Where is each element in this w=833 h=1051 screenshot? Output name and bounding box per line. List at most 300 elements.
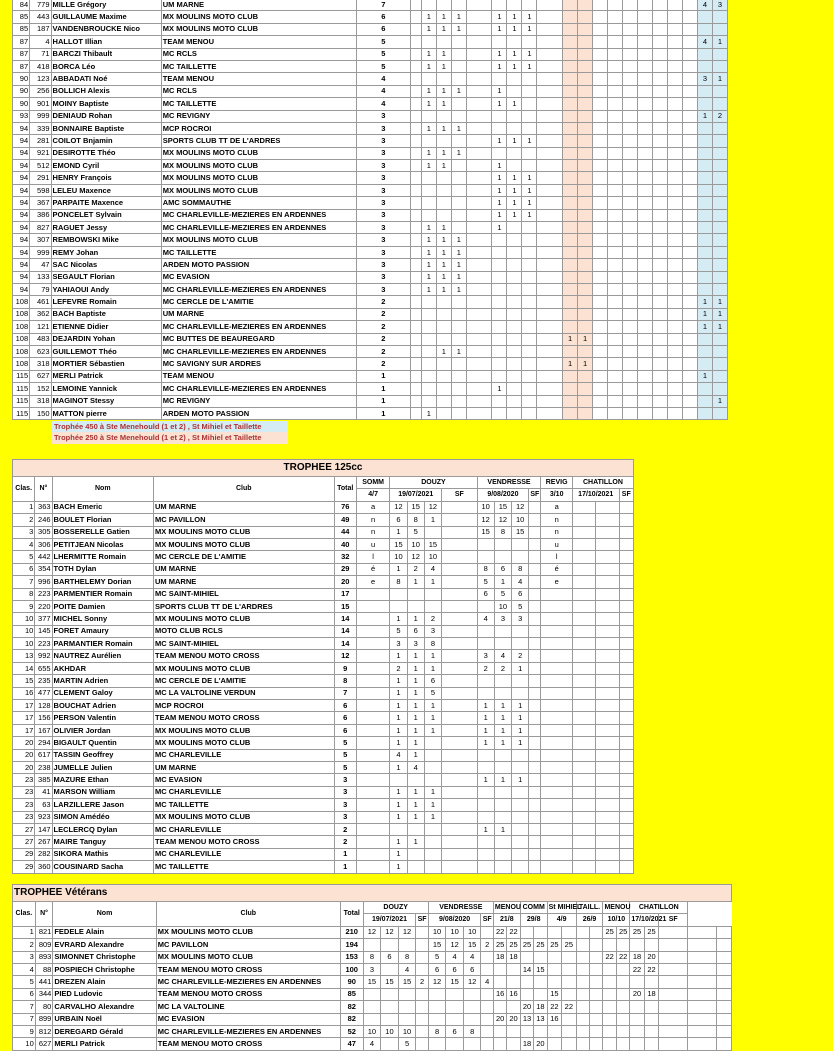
table-cell [421,296,436,308]
table-cell [492,246,507,258]
table-cell: 23 [13,799,35,811]
table-cell: 1 [451,259,466,271]
table-cell [529,823,541,835]
club-name: MX MOULINS MOTO CLUB [154,662,335,674]
table-cell [608,0,623,11]
table-cell: 1 [390,563,407,575]
table-cell [466,135,492,147]
table-cell: 87 [13,60,30,72]
table-cell: 893 [35,951,53,963]
table-cell [507,321,522,333]
table-cell [411,358,422,370]
table-cell [683,85,698,97]
col-chatillon: CHATILLON [572,477,633,489]
table-cell: 1 [356,370,411,382]
table-cell [572,538,595,550]
table-cell: 5 [356,36,411,48]
table-cell: 5 [13,551,35,563]
table-cell: 1 [421,283,436,295]
table-cell [541,836,572,848]
table-cell: 3 [512,613,529,625]
table-cell: 20 [13,737,35,749]
table-cell: 443 [30,11,51,23]
table-cell [356,650,389,662]
table-cell [619,638,633,650]
rider-name: PETITJEAN Nicolas [52,538,153,550]
table-cell: 22 [644,963,658,975]
table-cell: 1 [507,98,522,110]
rider-name: VANDENBROUCKE Nico [51,23,161,35]
table-cell [644,976,658,988]
table-cell: 1 [390,724,407,736]
table-cell [623,110,638,122]
table-cell: 133 [30,271,51,283]
table-cell: 123 [30,73,51,85]
table-cell: 282 [35,848,52,860]
table-cell: 999 [30,110,51,122]
table-cell [638,23,653,35]
table-cell: 4 [424,563,441,575]
table-cell: 1 [421,11,436,23]
table-cell: 223 [35,588,52,600]
table-row [13,551,634,563]
table-cell [541,650,572,662]
table-cell: 305 [35,526,52,538]
table-cell [653,296,668,308]
table-cell [683,48,698,60]
club-name: TEAM MENOU MOTO CROSS [154,836,335,848]
table-title-veterans: TROPHEE Vétérans [13,885,732,902]
table-cell [576,976,589,988]
table-cell: 10 [390,551,407,563]
table-cell [563,85,578,97]
table-cell [619,538,633,550]
table-cell [411,23,422,35]
table-row [13,976,732,988]
table-cell: 6 [334,700,356,712]
table-cell: 1 [697,370,712,382]
table-cell [638,60,653,72]
table-cell: 339 [30,122,51,134]
table-cell: 1 [451,147,466,159]
rider-name: BONNAIRE Baptiste [51,122,161,134]
table-cell: 1 [421,122,436,134]
table-cell [436,110,451,122]
table-cell [512,811,529,823]
table-cell: 6 [381,951,399,963]
table-cell [619,811,633,823]
table-cell: 2 [334,836,356,848]
table-cell: 2 [712,110,727,122]
table-cell [596,836,619,848]
table-cell: 3 [356,209,411,221]
rider-name: REMY Johan [51,246,161,258]
table-cell [520,926,533,938]
table-cell [623,122,638,134]
table-cell [466,333,492,345]
table-cell [668,296,683,308]
club-name: MX MOULINS MOTO CLUB [154,724,335,736]
table-cell [563,23,578,35]
table-cell: 15 [390,538,407,550]
table-cell: 17 [13,712,35,724]
table-cell: 1 [407,700,424,712]
table-cell: 1 [512,737,529,749]
table-cell [507,1001,520,1013]
table-cell [507,85,522,97]
table-cell [623,60,638,72]
table-cell [578,23,593,35]
table-cell [638,0,653,11]
table-cell [512,836,529,848]
rider-name: MAGINOT Stessy [51,395,161,407]
table-cell [572,848,595,860]
table-cell [481,951,493,963]
table-cell [563,222,578,234]
table-cell [451,370,466,382]
table-cell: 10 [13,1038,36,1050]
table-cell [416,1038,428,1050]
table-cell: 442 [35,551,52,563]
table-cell: 5 [13,976,36,988]
club-name: MC PAVILLON [154,514,335,526]
table-cell [416,963,428,975]
table-cell [717,988,732,1000]
table-cell: 44 [334,526,356,538]
rider-name: LECLERCQ Dylan [52,823,153,835]
table-cell: é [541,563,572,575]
table-cell: 16 [13,687,35,699]
table-cell: 9 [13,600,35,612]
table-cell [424,600,441,612]
table-cell: 1 [424,662,441,674]
table-cell [644,1038,658,1050]
table-cell [492,296,507,308]
table-cell [356,600,389,612]
table-cell [596,823,619,835]
table-cell: 2 [13,514,35,526]
table-cell [562,1013,576,1025]
table-cell: 1 [390,786,407,798]
table-cell [529,600,541,612]
table-cell [466,85,492,97]
table-cell [537,197,563,209]
table-cell [390,774,407,786]
table-cell [572,786,595,798]
table-cell [603,1038,616,1050]
table-cell: 1 [512,774,529,786]
table-cell [356,761,389,773]
table-row [13,526,634,538]
table-cell [381,1038,399,1050]
table-cell: 1 [424,799,441,811]
trophy-legend [52,421,288,444]
table-cell: 4 [13,963,36,975]
table-cell [466,370,492,382]
date-menou: 21/8 [493,914,520,926]
table-row [13,122,728,134]
table-cell: 1 [712,321,727,333]
table-cell [619,600,633,612]
table-cell [653,11,668,23]
table-cell: 4 [390,749,407,761]
table-cell [494,761,511,773]
rider-name: RAGUET Jessy [51,222,161,234]
table-cell [436,184,451,196]
rider-name: JUMELLE Julien [52,761,153,773]
table-cell [436,73,451,85]
table-cell: 18 [507,951,520,963]
table-cell [697,271,712,283]
rider-name: COILOT Bnjamin [51,135,161,147]
table-cell [623,370,638,382]
table-cell: 1 [492,98,507,110]
table-cell [466,234,492,246]
table-cell: 121 [30,321,51,333]
table-cell [593,370,608,382]
table-cell: 1 [512,700,529,712]
table-cell [529,551,541,563]
table-cell: 1 [712,73,727,85]
table-cell [512,761,529,773]
table-cell [507,160,522,172]
table-cell [683,259,698,271]
rider-name: OLIVIER Jordan [52,724,153,736]
table-cell: 12 [390,501,407,513]
table-cell [623,172,638,184]
table-cell [619,662,633,674]
club-name: MX MOULINS MOTO CLUB [154,811,335,823]
table-cell: 3 [356,147,411,159]
table-cell [683,222,698,234]
table-cell: 1 [421,85,436,97]
table-cell [608,271,623,283]
table-cell [608,345,623,357]
trophee-veterans-table [12,884,732,1051]
sf-vendresse: SF [481,914,493,926]
table-cell: 1 [697,321,712,333]
table-cell [653,234,668,246]
table-row [13,184,728,196]
table-cell [683,296,698,308]
table-cell [492,110,507,122]
table-cell [572,799,595,811]
table-cell [578,345,593,357]
table-cell [683,283,698,295]
table-cell [593,60,608,72]
table-cell: 25 [520,939,533,951]
table-cell: 94 [13,271,30,283]
table-cell [688,951,717,963]
table-cell: 20 [520,1001,533,1013]
table-cell [717,951,732,963]
table-cell: 3 [363,963,381,975]
table-cell [596,613,619,625]
table-cell [590,951,603,963]
table-cell [477,861,494,873]
table-cell [541,786,572,798]
table-cell: 71 [30,48,51,60]
table-cell: 220 [35,600,52,612]
col-douzy: DOUZY [363,902,428,914]
table-cell [411,271,422,283]
table-cell [638,370,653,382]
table-row [13,172,728,184]
table-cell [563,160,578,172]
table-cell [596,650,619,662]
rider-name: PIED Ludovic [53,988,156,1000]
table-cell: 25 [644,926,658,938]
table-cell [428,1001,446,1013]
classement-table-top [12,0,728,420]
club-name: TEAM MENOU [161,370,356,382]
table-cell [712,259,727,271]
club-name: MX MOULINS MOTO CLUB [161,23,356,35]
table-cell: 1 [407,811,424,823]
table-cell: 1 [492,184,507,196]
rider-name: MATTON pierre [51,407,161,419]
table-cell [608,36,623,48]
table-cell [529,774,541,786]
table-cell [593,172,608,184]
table-cell: 10 [407,538,424,550]
table-cell: 1 [494,576,511,588]
table-cell [653,283,668,295]
table-cell [492,234,507,246]
table-cell [608,222,623,234]
table-cell [623,73,638,85]
table-cell [411,283,422,295]
table-cell: 115 [13,383,30,395]
table-cell [451,222,466,234]
table-cell: 20 [534,1038,547,1050]
table-cell [668,60,683,72]
table-cell [451,48,466,60]
table-cell [522,0,537,11]
table-cell [442,625,478,637]
table-cell [537,283,563,295]
table-cell: 210 [340,926,363,938]
table-cell: 47 [340,1038,363,1050]
table-cell [578,60,593,72]
table-cell [638,48,653,60]
table-cell [481,1013,493,1025]
table-cell: 809 [35,939,53,951]
table-cell [493,963,506,975]
table-cell: 13 [520,1013,533,1025]
table-row [13,308,728,320]
table-cell: 5 [512,600,529,612]
table-cell [421,110,436,122]
table-cell [477,687,494,699]
table-cell: 1 [356,383,411,395]
table-row [13,749,634,761]
table-cell: e [541,576,572,588]
table-cell: 1 [494,737,511,749]
club-name: UM MARNE [154,563,335,575]
table-cell [659,1025,688,1037]
table-cell [623,222,638,234]
table-cell: 1 [407,613,424,625]
table-row [13,662,634,674]
rider-name: DEJARDIN Yohan [51,333,161,345]
table-cell [596,638,619,650]
sf-chatillon: SF [619,489,633,501]
table-row [13,724,634,736]
club-name: MX MOULINS MOTO CLUB [161,11,356,23]
table-cell: 108 [13,345,30,357]
table-cell [463,1038,481,1050]
table-cell [683,172,698,184]
rider-name: URBAIN Noël [53,1013,156,1025]
table-cell: 1 [507,48,522,60]
table-cell: 25 [630,926,644,938]
table-row [13,271,728,283]
rider-name: COUSINARD Sacha [52,861,153,873]
table-cell: 377 [35,613,52,625]
table-cell [466,209,492,221]
table-cell [356,799,389,811]
table-cell: 108 [13,333,30,345]
table-cell [668,246,683,258]
table-cell [442,687,478,699]
table-cell: 1 [390,737,407,749]
rider-name: POSPIECH Christophe [53,963,156,975]
table-cell [668,98,683,110]
table-cell: 1 [522,23,537,35]
table-cell [653,36,668,48]
table-row [13,861,634,873]
table-cell [541,625,572,637]
date-douzy: 19/07/2021 [390,489,442,501]
rider-name: DREZEN Alain [53,976,156,988]
rider-name: BARTHELEMY Dorian [52,576,153,588]
table-cell: 362 [30,308,51,320]
table-cell [537,135,563,147]
table-cell [466,259,492,271]
club-name: MC TAILLETTE [161,98,356,110]
table-cell: 94 [13,222,30,234]
table-cell [619,761,633,773]
table-cell: 655 [35,662,52,674]
table-cell [578,296,593,308]
table-cell [424,588,441,600]
table-cell [494,625,511,637]
table-cell [466,110,492,122]
table-cell [537,234,563,246]
table-cell: 108 [13,321,30,333]
table-cell: 1 [390,613,407,625]
table-cell [436,308,451,320]
table-cell: 94 [13,122,30,134]
table-cell [572,514,595,526]
table-cell: 49 [334,514,356,526]
table-cell: 1 [492,60,507,72]
table-cell [593,197,608,209]
rider-name: HALLOT Illian [51,36,161,48]
club-name: MC CERCLE DE L'AMITIE [161,296,356,308]
table-cell [522,73,537,85]
table-cell [466,36,492,48]
table-cell [356,737,389,749]
table-cell: 8 [334,675,356,687]
table-cell: 483 [30,333,51,345]
table-cell [712,60,727,72]
table-cell: 18 [534,1001,547,1013]
table-cell [547,951,561,963]
table-cell: 1 [424,811,441,823]
table-cell: 94 [13,197,30,209]
